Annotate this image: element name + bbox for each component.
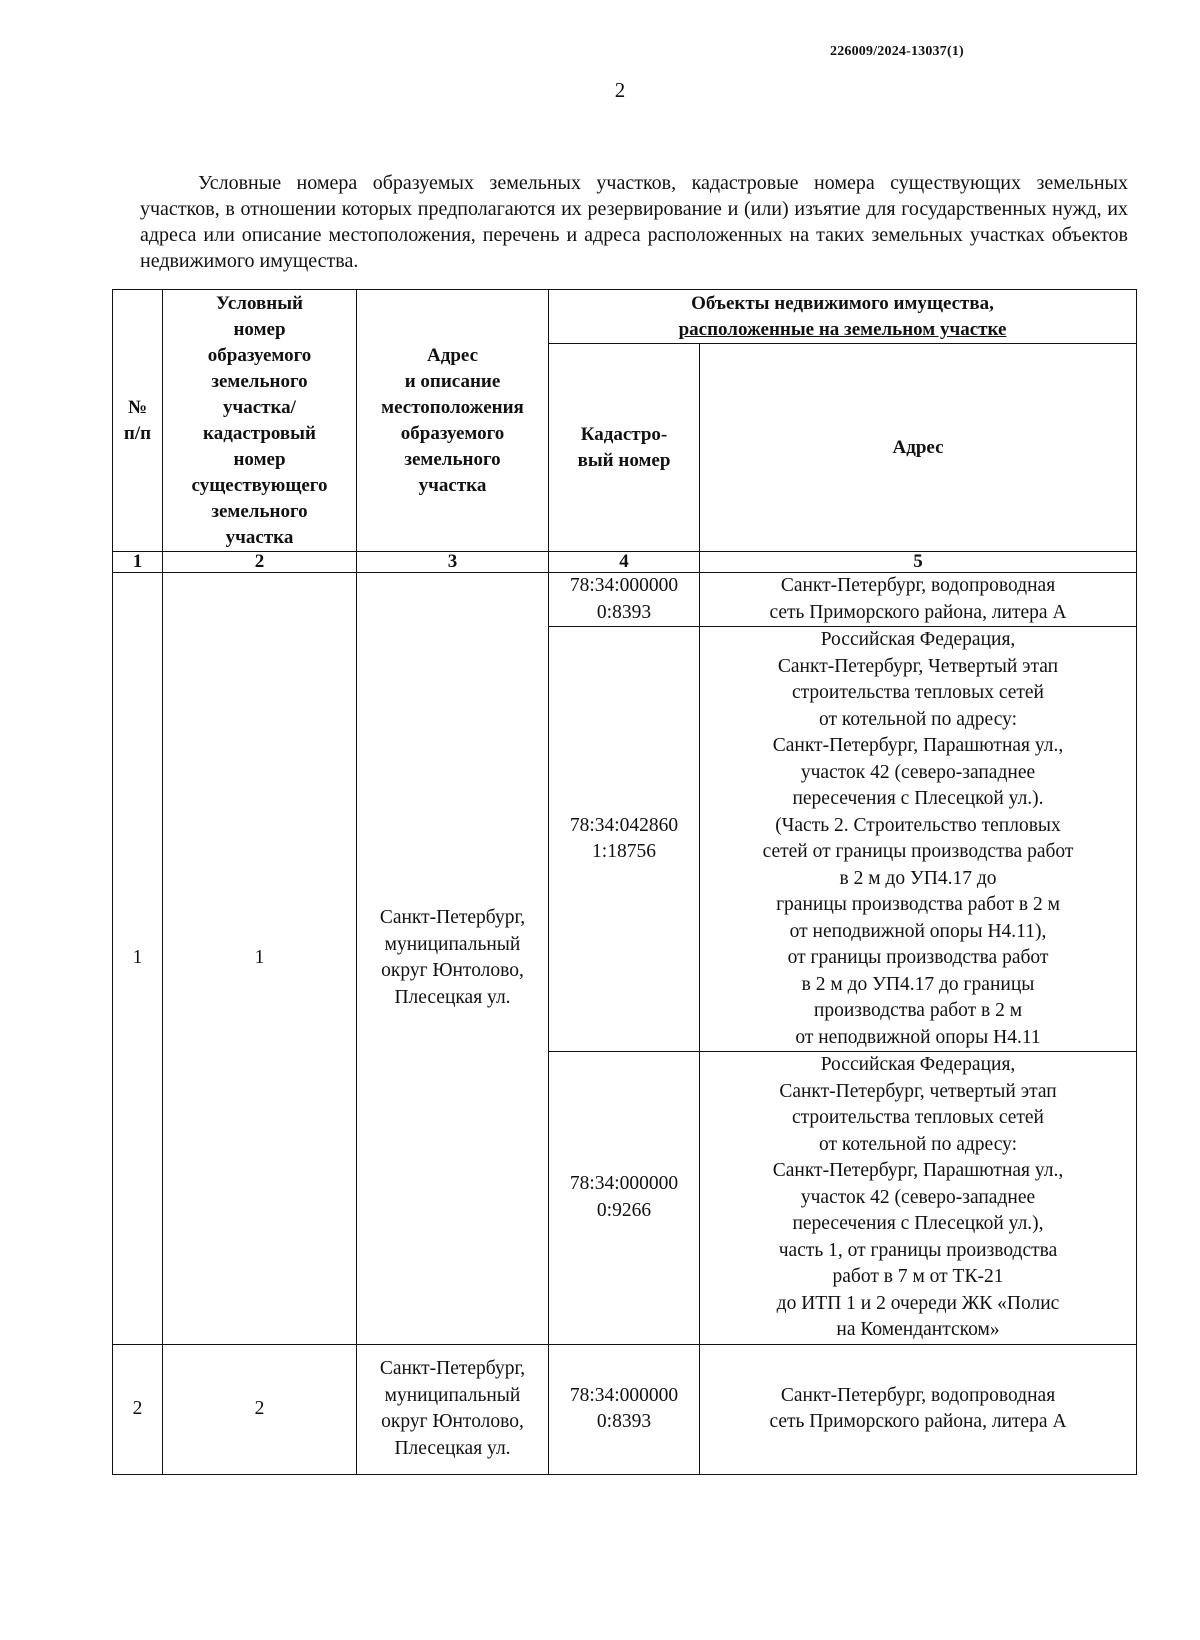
column-number: 3 <box>357 552 549 573</box>
header-num: № п/п <box>113 290 163 552</box>
row-object-address: Санкт-Петербург, водопроводная сеть Приморского района, литера А <box>700 1344 1137 1474</box>
document-id: 226009/2024-13037(1) <box>830 44 964 59</box>
row-object-cadastral: 78:34:000000 0:8393 <box>549 573 700 627</box>
table-row <box>113 573 1137 627</box>
page-number: 2 <box>614 78 626 102</box>
row-object-cadastral: 78:34:000000 0:8393 <box>549 1344 700 1474</box>
row-object-cadastral: 78:34:042860 1:18756 <box>549 627 700 1052</box>
header-plot-address: Адрес и описание местоположения образуемого земельного участка <box>357 290 549 552</box>
intro-paragraph: Условные номера образуемых земельных участков, кадастровые номера существующих земельных участков, в отношении которых предполагаются их резервирование и (или) изъятие для государственных нужд, их адреса или описание местоположения, перечень и адреса расположенных на таких земельных участках объектов недвижимого имущества. <box>140 172 1128 272</box>
row-plot-address: Санкт-Петербург, муниципальный округ Юнтолово, Плесецкая ул. <box>357 573 549 1345</box>
row-num: 1 <box>113 573 163 1345</box>
row-object-address: Российская Федерация, Санкт-Петербург, четвертый этап строительства тепловых сетей от котельной по адресу: Санкт-Петербург, Парашютная ул., участок 42 (северо-западнее пересечения с Плесецкой ул.), часть 1, от границы производства работ в 7 м от ТК-21 до ИТП 1 и 2 очереди ЖК «Полис на Комендантском» <box>700 1052 1137 1345</box>
header-objects-line-1: Объекты недвижимого имущества, <box>691 292 994 314</box>
row-object-cadastral: 78:34:000000 0:9266 <box>549 1052 700 1345</box>
column-number: 2 <box>163 552 357 573</box>
header-address: Адрес <box>700 344 1137 552</box>
header-objects-line-2: расположенные на земельном участке <box>678 318 1007 340</box>
header-objects-group <box>549 290 1137 344</box>
land-plots-table <box>112 289 1137 1475</box>
header-cadastral: Кадастро- вый номер <box>549 344 700 552</box>
header-plot-number: Условный номер образуемого земельного участка/ кадастровый номер существующего земельного участка <box>163 290 357 552</box>
column-number: 5 <box>700 552 1137 573</box>
row-num: 2 <box>113 1344 163 1474</box>
row-plot-number: 2 <box>163 1344 357 1474</box>
row-object-address: Российская Федерация, Санкт-Петербург, Четвертый этап строительства тепловых сетей от котельной по адресу: Санкт-Петербург, Парашютная ул., участок 42 (северо-западнее пересечения с Плесецкой ул.). (Часть 2. Строительство тепловых сетей от границы производства работ в 2 м до УП4.17 до границы производства работ в 2 м от неподвижной опоры Н4.11), от границы производства работ в 2 м до УП4.17 до границы производства работ в 2 м от неподвижной опоры Н4.11 <box>700 627 1137 1052</box>
row-object-address: Санкт-Петербург, водопроводная сеть Приморского района, литера А <box>700 573 1137 627</box>
table-row <box>113 1344 1137 1474</box>
column-number: 1 <box>113 552 163 573</box>
row-plot-number: 1 <box>163 573 357 1345</box>
row-plot-address: Санкт-Петербург, муниципальный округ Юнтолово, Плесецкая ул. <box>357 1344 549 1474</box>
column-numbers-row <box>113 552 1137 573</box>
column-number: 4 <box>549 552 700 573</box>
